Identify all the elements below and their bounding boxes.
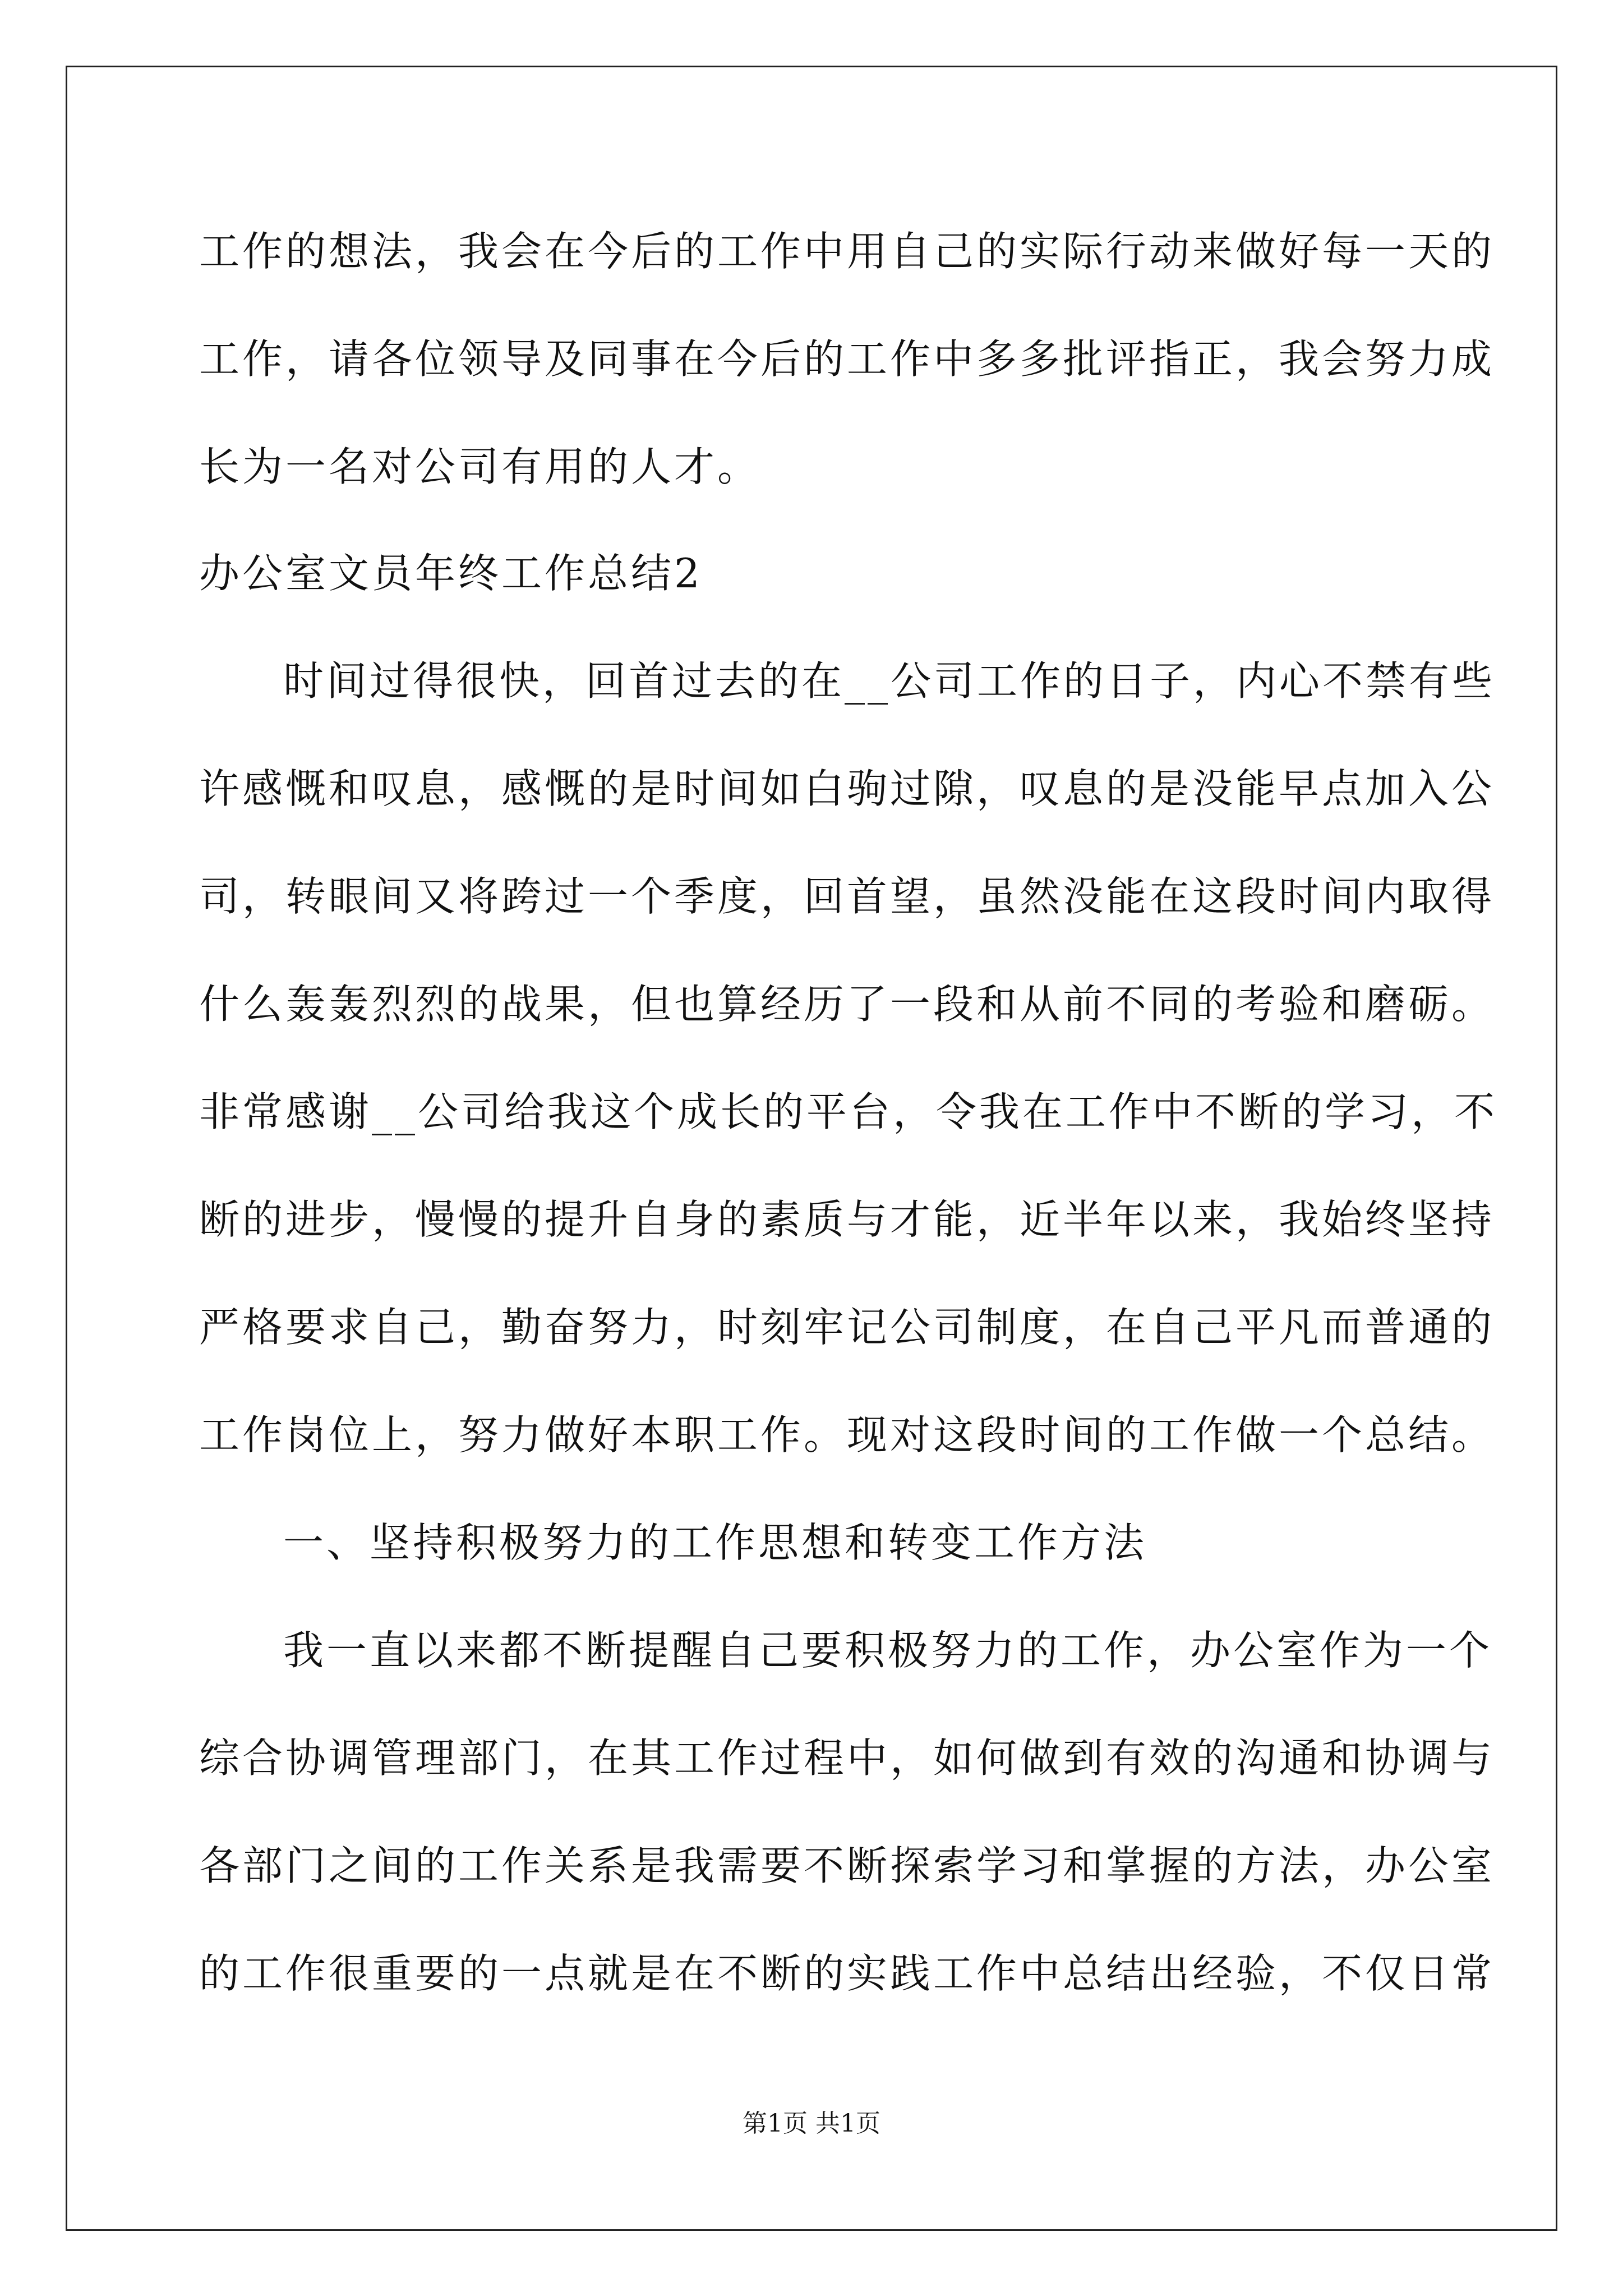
paragraph-line: 时间过得很快，回首过去的在__公司工作的日子，内心不禁有些	[283, 657, 1496, 705]
paragraph-line: 严格要求自己，勤奋努力，时刻牢记公司制度，在自己平凡而普通的	[199, 1304, 1495, 1351]
paragraph-line: 司，转眼间又将跨过一个季度，回首望，虽然没能在这段时间内取得	[199, 873, 1495, 920]
paragraph-line: 工作，请各位领导及同事在今后的工作中多多批评指正，我会努力成	[199, 335, 1495, 383]
paragraph-line: 什么轰轰烈烈的战果，但也算经历了一段和从前不同的考验和磨砺。	[199, 981, 1495, 1028]
section-heading: 办公室文员年终工作总结2	[199, 550, 703, 597]
paragraph-line: 工作的想法，我会在今后的工作中用自己的实际行动来做好每一天的	[199, 228, 1495, 275]
page-number-footer: 第1页 共1页	[743, 2109, 880, 2138]
paragraph-line: 工作岗位上，努力做好本职工作。现对这段时间的工作做一个总结。	[199, 1411, 1495, 1458]
paragraph-line: 断的进步，慢慢的提升自身的素质与才能，近半年以来，我始终坚持	[199, 1196, 1495, 1243]
paragraph-line: 非常感谢__公司给我这个成长的平台，令我在工作中不断的学习，不	[199, 1088, 1498, 1135]
paragraph-line: 的工作很重要的一点就是在不断的实践工作中总结出经验，不仅日常	[199, 1950, 1495, 1997]
subsection-heading: 一、坚持积极努力的工作思想和转变工作方法	[283, 1519, 1147, 1566]
paragraph-line: 我一直以来都不断提醒自己要积极努力的工作，办公室作为一个	[283, 1627, 1493, 1674]
paragraph-line: 各部门之间的工作关系是我需要不断探索学习和掌握的方法，办公室	[199, 1842, 1495, 1889]
paragraph-line: 许感慨和叹息，感慨的是时间如白驹过隙，叹息的是没能早点加入公	[199, 765, 1495, 812]
paragraph-line: 综合协调管理部门，在其工作过程中，如何做到有效的沟通和协调与	[199, 1734, 1495, 1782]
paragraph-line: 长为一名对公司有用的人才。	[199, 443, 761, 490]
